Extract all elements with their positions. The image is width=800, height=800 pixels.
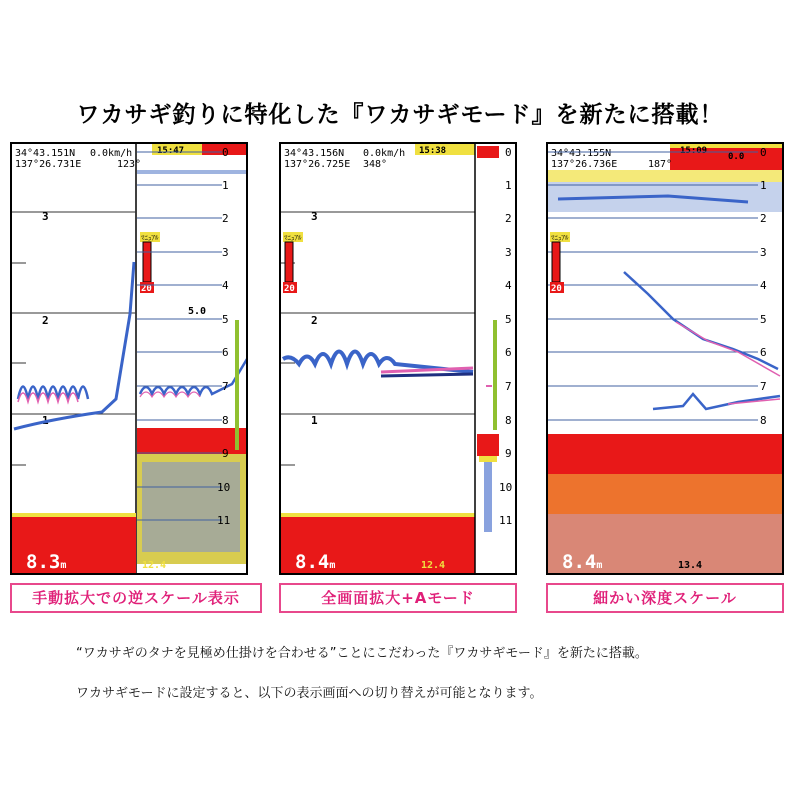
heading-readout: 187°	[648, 159, 673, 170]
gain-value: 20	[141, 284, 152, 294]
svg-text:4: 4	[505, 279, 512, 292]
depth-readout: 8.4m	[295, 551, 336, 573]
time-readout: 15:09	[680, 146, 708, 156]
svg-text:5: 5	[222, 313, 229, 326]
svg-text:2: 2	[505, 212, 512, 225]
gain-value: 20	[551, 284, 562, 294]
svg-text:3: 3	[222, 246, 229, 259]
svg-text:2: 2	[222, 212, 229, 225]
gain-value: 20	[284, 284, 295, 294]
svg-text:7: 7	[760, 380, 767, 393]
svg-text:11: 11	[217, 514, 231, 527]
latitude-readout: 34°43.155N	[551, 148, 612, 159]
left-scale-1: 1	[311, 414, 318, 427]
caption-fullscreen-a-mode: 全画面拡大+Aモード	[279, 583, 517, 613]
longitude-readout: 137°26.736E	[551, 159, 618, 170]
svg-text:9: 9	[222, 447, 229, 460]
svg-text:10: 10	[499, 481, 513, 494]
bottom-depth-readout: 12.4	[142, 560, 167, 571]
svg-text:3: 3	[760, 246, 767, 259]
depth-readout: 8.3m	[26, 551, 67, 573]
zoom-value: 5.0	[188, 306, 207, 317]
svg-text:5: 5	[760, 313, 767, 326]
sonar-screen-fullscreen-a-mode	[279, 142, 517, 575]
left-scale-3: 3	[42, 210, 49, 223]
svg-text:1: 1	[505, 179, 512, 192]
svg-text:0: 0	[505, 146, 512, 159]
svg-text:0: 0	[760, 146, 767, 159]
svg-text:6: 6	[222, 346, 229, 359]
longitude-readout: 137°26.731E	[15, 159, 82, 170]
svg-text:2: 2	[760, 212, 767, 225]
depth-readout: 8.4m	[562, 551, 603, 573]
left-scale-3: 3	[311, 210, 318, 223]
caption-fine-depth-scale: 細かい深度スケール	[546, 583, 784, 613]
svg-text:8: 8	[505, 414, 512, 427]
time-readout: 15:47	[157, 146, 185, 156]
left-scale-2: 2	[42, 314, 49, 327]
speed-readout: 0.0	[728, 152, 745, 162]
mode-label: ﾏﾆｭｱﾙ	[141, 234, 159, 242]
svg-text:6: 6	[505, 346, 512, 359]
latitude-readout: 34°43.156N	[284, 148, 345, 159]
body-text-intro: “ワカサギのタナを見極め仕掛けを合わせる”ことにこだわった『ワカサギモード』を新たに搭載。	[76, 646, 648, 661]
svg-text:8: 8	[760, 414, 767, 427]
bottom-depth-readout: 13.4	[678, 560, 703, 571]
svg-text:6: 6	[760, 346, 767, 359]
left-scale-1: 1	[42, 414, 49, 427]
svg-text:4: 4	[222, 279, 229, 292]
headline: ワカサギ釣りに特化した『ワカサギモード』を新たに搭載！	[76, 102, 724, 128]
longitude-readout: 137°26.725E	[284, 159, 351, 170]
speed-readout: 0.0km/h	[90, 148, 133, 159]
sonar-screen-manual-zoom	[10, 142, 248, 575]
svg-text:0: 0	[222, 146, 229, 159]
svg-text:3: 3	[505, 246, 512, 259]
svg-text:10: 10	[217, 481, 231, 494]
svg-text:1: 1	[222, 179, 229, 192]
body-text-modes: ワカサギモードに設定すると、以下の表示画面への切り替えが可能となります。	[76, 686, 543, 701]
speed-readout: 0.0km/h	[363, 148, 406, 159]
mode-label: ﾏﾆｭｱﾙ	[551, 234, 569, 242]
svg-text:5: 5	[505, 313, 512, 326]
svg-text:9: 9	[505, 447, 512, 460]
svg-text:8: 8	[222, 414, 229, 427]
svg-text:4: 4	[760, 279, 767, 292]
bottom-depth-readout: 12.4	[421, 560, 446, 571]
time-readout: 15:38	[419, 146, 447, 156]
left-scale-2: 2	[311, 314, 318, 327]
mode-label: ﾏﾆｭｱﾙ	[284, 234, 302, 242]
svg-text:7: 7	[505, 380, 512, 393]
svg-text:1: 1	[760, 179, 767, 192]
svg-text:11: 11	[499, 514, 513, 527]
heading-readout: 348°	[363, 159, 388, 170]
caption-manual-zoom: 手動拡大での逆スケール表示	[10, 583, 262, 613]
latitude-readout: 34°43.151N	[15, 148, 76, 159]
svg-text:7: 7	[222, 380, 229, 393]
sonar-screen-fine-depth-scale	[546, 142, 784, 575]
heading-readout: 123°	[117, 159, 142, 170]
